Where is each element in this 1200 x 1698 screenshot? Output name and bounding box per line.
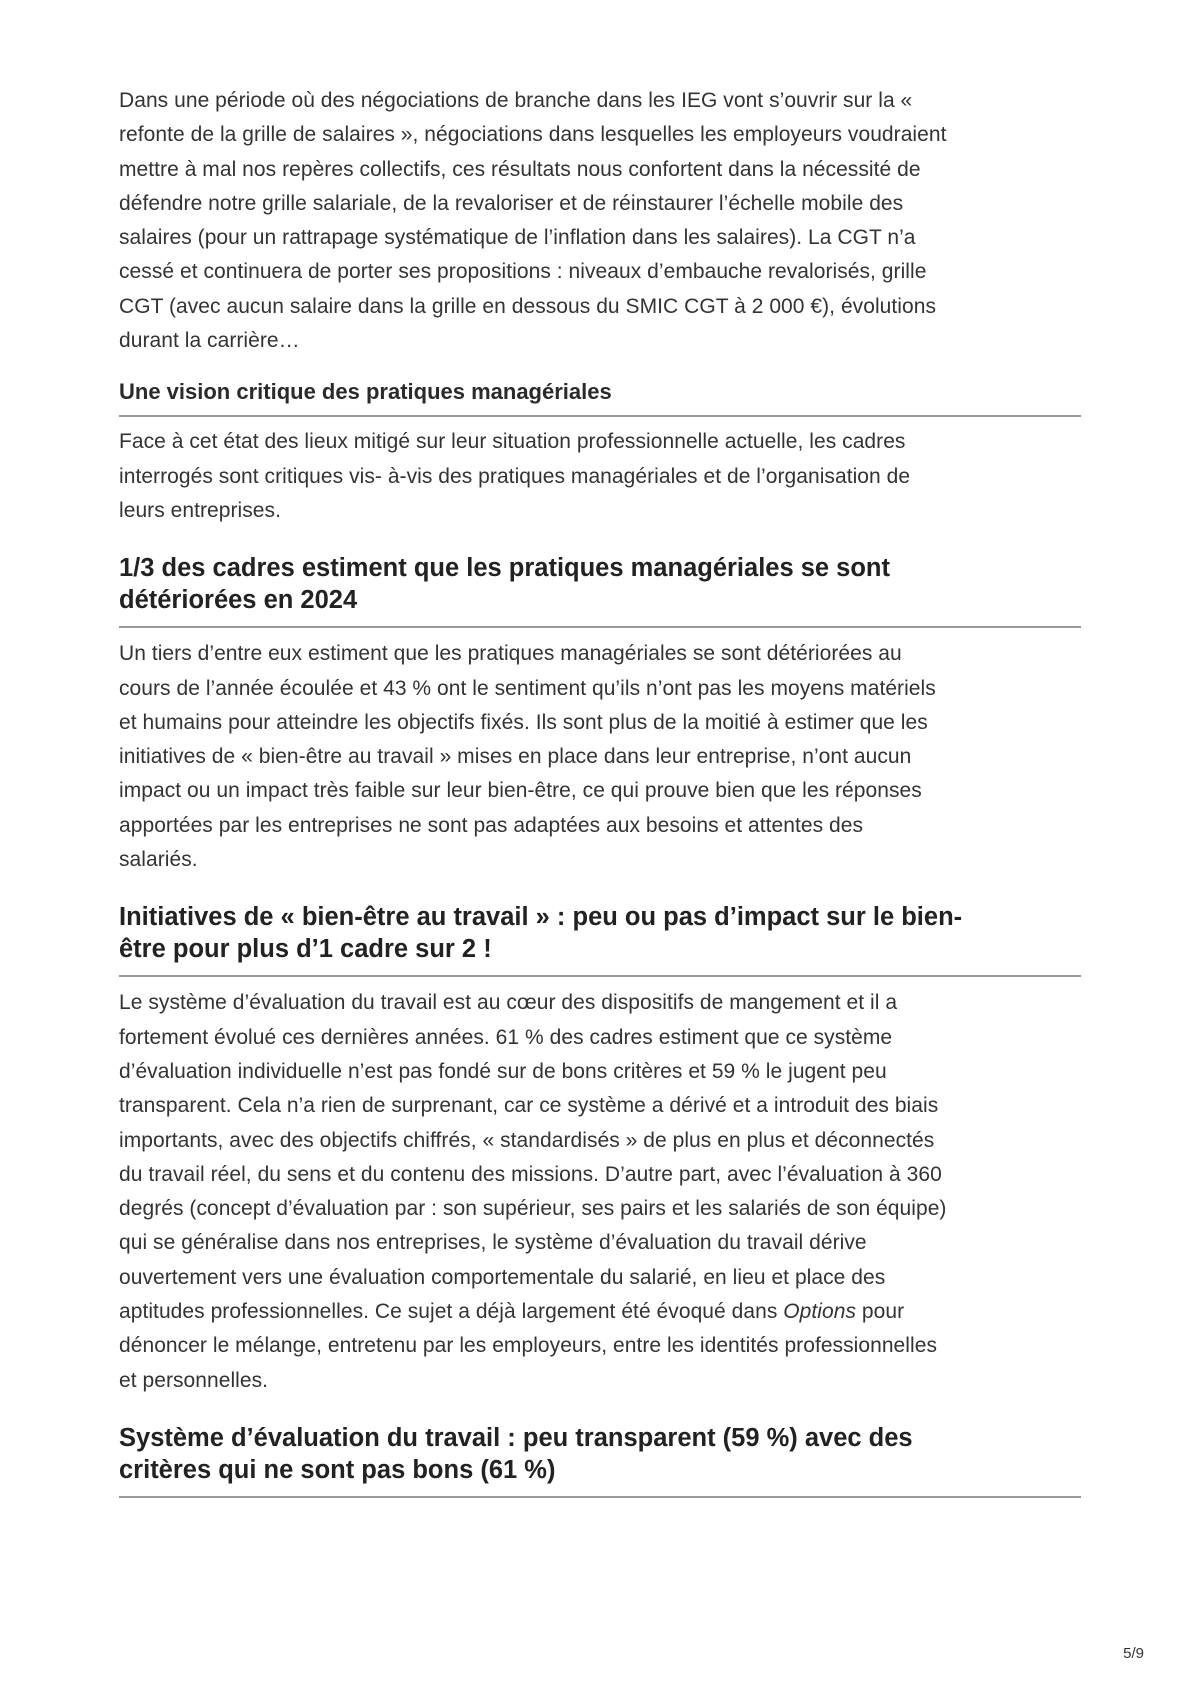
text-line: refonte de la grille de salaires », négociations dans lesquelles les employeurs voudraient bbox=[119, 123, 947, 147]
page-number: 5/9 bbox=[1123, 1645, 1144, 1662]
text-line: interrogés sont critiques vis- à-vis des pratiques managériales et de l’organisation de bbox=[119, 464, 911, 488]
text-line: mettre à mal nos repères collectifs, ces résultats nous confortent dans la nécessité de bbox=[119, 157, 921, 181]
text-line: durant la carrière… bbox=[119, 329, 300, 353]
text-line: défendre notre grille salariale, de la revaloriser et de réinstaurer l’échelle mobile des bbox=[119, 191, 904, 215]
text-segment: pour bbox=[856, 1300, 905, 1324]
text-line: transparent. Cela n’a rien de surprenant, car ce système a dérivé et a introduit des biais bbox=[119, 1094, 939, 1118]
text-line: Le système d’évaluation du travail est au cœur des dispositifs de mangement et il a bbox=[119, 991, 898, 1015]
heading-line: 1/3 des cadres estiment que les pratiques managériales se sont bbox=[119, 554, 891, 583]
section-heading-bien-etre bbox=[119, 901, 1081, 977]
text-line: impact ou un impact très faible sur leur bien-être, ce qui prouve bien que les réponses bbox=[119, 779, 922, 803]
text-line: degrés (concept d’évaluation par : son supérieur, ses pairs et les salariés de son équipe) bbox=[119, 1197, 947, 1221]
text-line bbox=[119, 1295, 1081, 1329]
text-line: apportées par les entreprises ne sont pas adaptées aux besoins et attentes des bbox=[119, 813, 864, 837]
text-line: leurs entreprises. bbox=[119, 498, 281, 522]
text-line: initiatives de « bien-être au travail » mises en place dans leur entreprise, n’ont aucun bbox=[119, 745, 912, 769]
text-line: qui se généralise dans nos entreprises, le système d’évaluation du travail dérive bbox=[119, 1231, 867, 1255]
text-segment: aptitudes professionnelles. Ce sujet a déjà largement été évoqué dans bbox=[119, 1300, 784, 1324]
document-page bbox=[119, 84, 1081, 1498]
heading-line: Système d’évaluation du travail : peu transparent (59 %) avec des bbox=[119, 1423, 913, 1452]
text-line: salaires (pour un rattrapage systématique de l’inflation dans les salaires). La CGT n’a bbox=[119, 226, 916, 250]
text-line: et personnelles. bbox=[119, 1368, 269, 1392]
text-line: fortement évolué ces dernières années. 61 % des cadres estiment que ce système bbox=[119, 1025, 893, 1049]
bien-etre-paragraph bbox=[119, 986, 1081, 1398]
text-line: cessé et continuera de porter ses propositions : niveaux d’embauche revalorisés, grille bbox=[119, 260, 927, 284]
section-heading-vision: Une vision critique des pratiques managériales bbox=[119, 377, 1081, 417]
text-line: dénoncer le mélange, entretenu par les employeurs, entre les identités professionnelles bbox=[119, 1334, 937, 1358]
section-heading-tiers bbox=[119, 552, 1081, 628]
text-line: cours de l’année écoulée et 43 % ont le sentiment qu’ils n’ont pas les moyens matériels bbox=[119, 676, 936, 700]
vision-paragraph bbox=[119, 425, 1081, 528]
text-line: CGT (avec aucun salaire dans la grille en dessous du SMIC CGT à 2 000 €), évolutions bbox=[119, 294, 937, 318]
publication-title: Options bbox=[783, 1300, 856, 1324]
text-line: et humains pour atteindre les objectifs fixés. Ils sont plus de la moitié à estimer que les bbox=[119, 710, 928, 734]
text-line: Dans une période où des négociations de branche dans les IEG vont s’ouvrir sur la « bbox=[119, 89, 913, 112]
heading-line: Initiatives de « bien-être au travail » : peu ou pas d’impact sur le bien- bbox=[119, 903, 963, 932]
heading-line: être pour plus d’1 cadre sur 2 ! bbox=[119, 935, 492, 964]
tiers-paragraph bbox=[119, 637, 1081, 877]
intro-paragraph bbox=[119, 84, 1081, 358]
text-line: importants, avec des objectifs chiffrés, « standardisés » de plus en plus et déconnectés bbox=[119, 1128, 935, 1152]
text-line: ouvertement vers une évaluation comportementale du salarié, en lieu et place des bbox=[119, 1265, 886, 1289]
section-heading-evaluation bbox=[119, 1422, 1081, 1498]
text-line: Un tiers d’entre eux estiment que les pratiques managériales se sont détériorées au bbox=[119, 642, 902, 666]
heading-line: critères qui ne sont pas bons (61 %) bbox=[119, 1455, 556, 1484]
heading-line: détériorées en 2024 bbox=[119, 586, 358, 615]
text-line: Face à cet état des lieux mitigé sur leur situation professionnelle actuelle, les cadres bbox=[119, 430, 906, 454]
text-line: salariés. bbox=[119, 848, 198, 872]
text-line: du travail réel, du sens et du contenu des missions. D’autre part, avec l’évaluation à 360 bbox=[119, 1162, 942, 1186]
text-line: d’évaluation individuelle n’est pas fondé sur de bons critères et 59 % le jugent peu bbox=[119, 1059, 887, 1083]
